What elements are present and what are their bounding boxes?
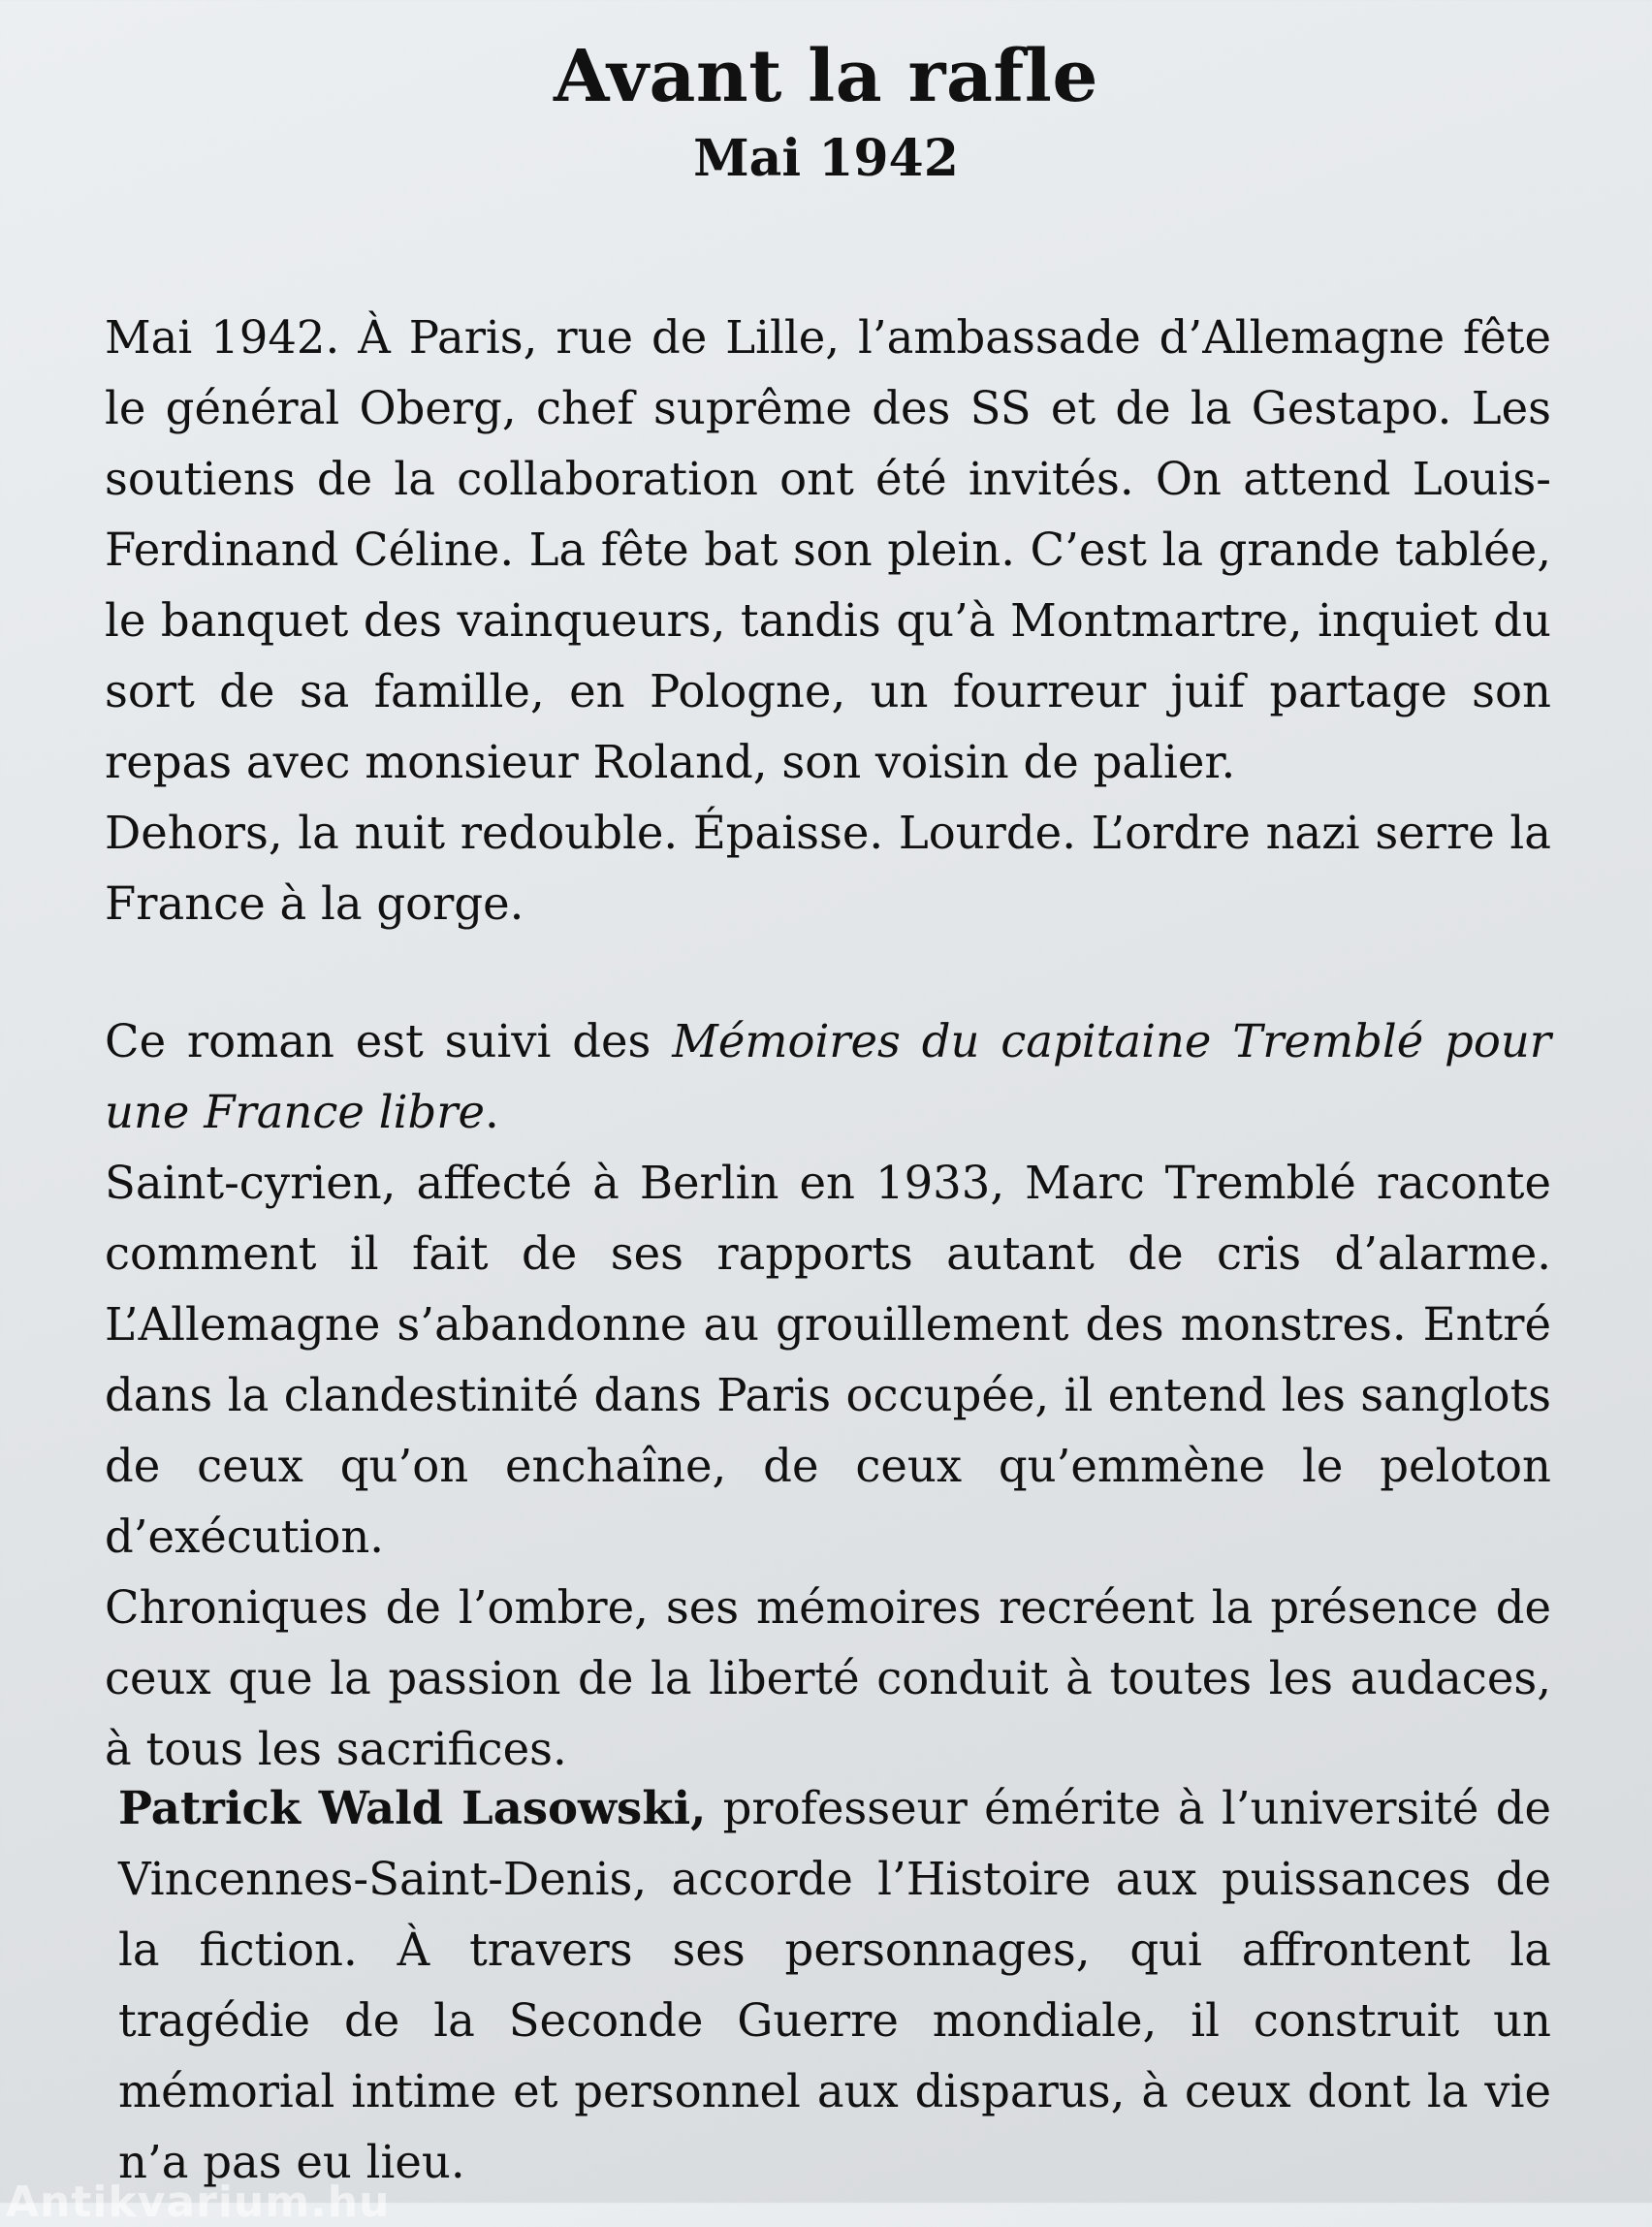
memoirs-intro [105, 1006, 1551, 1148]
synopsis-text-continued: Dehors, la nuit redouble. Épaisse. Lourde. L’ordre nazi serre la France à la gorge. [105, 807, 1551, 930]
memoirs-text-continued: Chroniques de l’ombre, ses mémoires recréent la présence de ceux que la passion de la liberté conduit à toutes les audaces, à tous les sacrifices. [105, 1581, 1551, 1775]
memoirs-intro-text: Ce roman est suivi des [105, 1015, 673, 1067]
watermark: Antikvarium.hu [6, 2178, 391, 2227]
memoirs-intro-end: . [484, 1086, 499, 1138]
author-paragraph [118, 1772, 1551, 2198]
author-bio [118, 1772, 1551, 2198]
author-name: Patrick Wald Lasowski, [118, 1781, 707, 1834]
memoirs-text: Saint-cyrien, affecté à Berlin en 1933, Marc Tremblé raconte comment il fait de ses rapports autant de cris d’alarme. L’Allemagne s’abandonne au grouillement des monstres. Entré dans la clandestinité dans Paris occupée, il entend les sanglots de ceux qu’on enchaîne, de ceux qu’emmène le peloton d’exécution. [105, 1157, 1551, 1563]
page-title: Avant la rafle [554, 35, 1098, 118]
synopsis-paragraph [105, 302, 1551, 939]
memoirs-paragraph [105, 1006, 1551, 1785]
page-subtitle: Mai 1942 [693, 129, 959, 188]
synopsis-text: Mai 1942. À Paris, rue de Lille, l’ambassade d’Allemagne fête le général Oberg, chef suprême des SS et de la Gestapo. Les soutiens de la collaboration ont été invités. On attend Louis-Ferdinand Céline. La fête bat son plein. C’est la grande tablée, le banquet des vainqueurs, tandis qu’à Montmartre, inquiet du sort de sa famille, en Pologne, un fourreur juif partage son repas avec monsieur Roland, son voisin de palier. [105, 311, 1551, 788]
author-bio-text: professeur émérite à l’université de Vincennes-Saint-Denis, accorde l’Histoire aux puissances de la fiction. À travers ses personnages, qui affrontent la tragédie de la Seconde Guerre mondiale, il construit un mémorial intime et personnel aux disparus, à ceux dont la vie n’a pas eu lieu. [118, 1782, 1551, 2188]
book-title: Mémoires du capitaine Tremblé pour une France libre [105, 1015, 1551, 1138]
